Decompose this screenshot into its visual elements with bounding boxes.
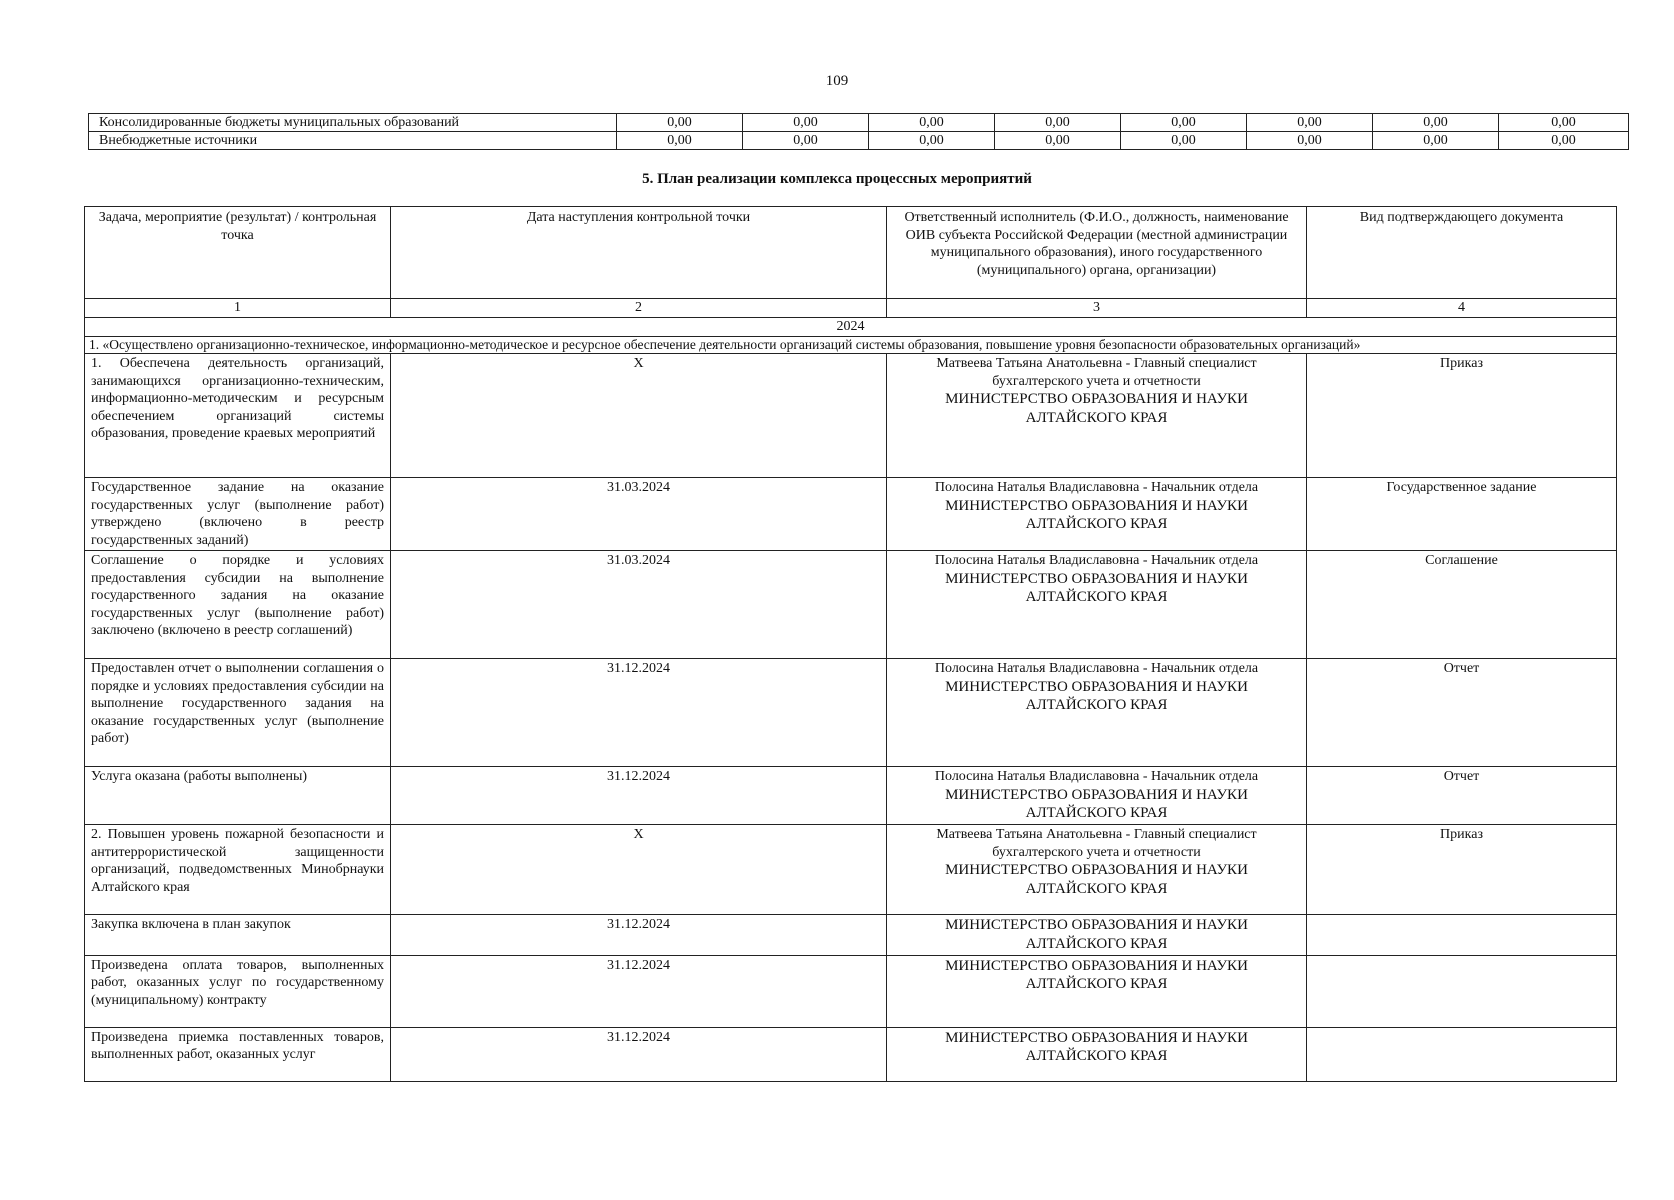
column-number: 2 — [391, 299, 887, 318]
budget-value: 0,00 — [743, 132, 869, 150]
table-row — [85, 825, 1617, 915]
task-cell: Соглашение о порядке и условиях предоставления субсидии на выполнение государственного задания на оказание государственных услуг (выполнение работ) заключено (включено в реестр соглашений) — [85, 551, 391, 659]
executor-org: МИНИСТЕРСТВО ОБРАЗОВАНИЯ И НАУКИ АЛТАЙСКОГО КРАЯ — [945, 497, 1248, 533]
task-header: 1. «Осуществлено организационно-техническое, информационно-методическое и ресурсное обеспечение деятельности организаций системы образования, повышение уровня безопасности образовательных организаций» — [85, 337, 1617, 354]
column-number: 1 — [85, 299, 391, 318]
budget-value: 0,00 — [869, 114, 995, 132]
table-row — [85, 955, 1617, 1027]
task-cell: 1. Обеспечена деятельность организаций, занимающихся организационно-техническим, информационно-методическим и ресурсным обеспечением организаций системы образования, проведение краевых мероприятий — [85, 354, 391, 478]
executor-org: МИНИСТЕРСТВО ОБРАЗОВАНИЯ И НАУКИ АЛТАЙСКОГО КРАЯ — [945, 957, 1248, 993]
task-cell: Произведена оплата товаров, выполненных работ, оказанных услуг по государственному (муниципальному) контракту — [85, 955, 391, 1027]
document-cell — [1307, 1027, 1617, 1081]
document-cell: Приказ — [1307, 354, 1617, 478]
table-row — [85, 354, 1617, 478]
executor-name: Полосина Наталья Владиславовна - Начальник отдела — [934, 480, 1259, 495]
executor-cell — [887, 825, 1307, 915]
executor-org: МИНИСТЕРСТВО ОБРАЗОВАНИЯ И НАУКИ АЛТАЙСКОГО КРАЯ — [945, 786, 1248, 822]
budget-value: 0,00 — [995, 114, 1121, 132]
budget-row — [89, 114, 1629, 132]
executor-cell — [887, 551, 1307, 659]
document-cell — [1307, 915, 1617, 956]
executor-cell — [887, 659, 1307, 767]
document-cell: Приказ — [1307, 825, 1617, 915]
budget-value: 0,00 — [869, 132, 995, 150]
table-row — [85, 915, 1617, 956]
date-cell: X — [391, 825, 887, 915]
executor-org: МИНИСТЕРСТВО ОБРАЗОВАНИЯ И НАУКИ АЛТАЙСКОГО КРАЯ — [945, 678, 1248, 714]
task-cell: 2. Повышен уровень пожарной безопасности и антитеррористической защищенности организаций, подведомственных Минобрнауки Алтайского края — [85, 825, 391, 915]
executor-cell — [887, 915, 1307, 956]
executor-cell — [887, 767, 1307, 825]
budget-value: 0,00 — [617, 132, 743, 150]
executor-org: МИНИСТЕРСТВО ОБРАЗОВАНИЯ И НАУКИ АЛТАЙСКОГО КРАЯ — [945, 570, 1248, 606]
budget-value: 0,00 — [1121, 132, 1247, 150]
executor-name: Полосина Наталья Владиславовна - Начальник отдела — [934, 661, 1259, 676]
executor-cell — [887, 478, 1307, 551]
document-cell — [1307, 955, 1617, 1027]
header-executor: Ответственный исполнитель (Ф.И.О., должность, наименование ОИВ субъекта Российской Федерации (местной администрации муниципального образования), иного государственного (муниципального) органа, организации) — [887, 207, 1307, 299]
task-cell: Государственное задание на оказание государственных услуг (выполнение работ) утверждено (включено в реестр государственных заданий) — [85, 478, 391, 551]
document-cell: Отчет — [1307, 659, 1617, 767]
year-label: 2024 — [85, 318, 1617, 337]
plan-header-row — [85, 207, 1617, 299]
budget-value: 0,00 — [1373, 114, 1499, 132]
budget-value: 0,00 — [617, 114, 743, 132]
task-header-row — [85, 337, 1617, 354]
budget-value: 0,00 — [995, 132, 1121, 150]
executor-org: МИНИСТЕРСТВО ОБРАЗОВАНИЯ И НАУКИ АЛТАЙСКОГО КРАЯ — [945, 917, 1248, 952]
executor-name: Матвеева Татьяна Анатольевна - Главный специалист бухгалтерского учета и отчетности — [936, 827, 1257, 860]
header-document: Вид подтверждающего документа — [1307, 207, 1617, 299]
column-number: 3 — [887, 299, 1307, 318]
section-title: 5. План реализации комплекса процессных мероприятий — [642, 171, 1032, 187]
task-cell: Предоставлен отчет о выполнении соглашения о порядке и условиях предоставления субсидии на выполнение государственного задания на оказание государственных услуг (выполнение работ) — [85, 659, 391, 767]
plan-table — [84, 206, 1617, 1082]
date-cell: 31.12.2024 — [391, 659, 887, 767]
header-task: Задача, мероприятие (результат) / контрольная точка — [85, 207, 391, 299]
document-cell: Отчет — [1307, 767, 1617, 825]
date-cell: 31.12.2024 — [391, 767, 887, 825]
executor-cell — [887, 955, 1307, 1027]
year-row — [85, 318, 1617, 337]
executor-org: МИНИСТЕРСТВО ОБРАЗОВАНИЯ И НАУКИ АЛТАЙСКОГО КРАЯ — [945, 1029, 1248, 1065]
table-row — [85, 659, 1617, 767]
document-cell: Соглашение — [1307, 551, 1617, 659]
budget-table — [88, 113, 1629, 150]
budget-value: 0,00 — [1247, 114, 1373, 132]
executor-name: Матвеева Татьяна Анатольевна - Главный специалист бухгалтерского учета и отчетности — [936, 356, 1257, 389]
budget-value: 0,00 — [1373, 132, 1499, 150]
column-number: 4 — [1307, 299, 1617, 318]
date-cell: 31.12.2024 — [391, 915, 887, 956]
budget-value: 0,00 — [743, 114, 869, 132]
executor-name: Полосина Наталья Владиславовна - Начальник отдела — [934, 769, 1259, 784]
task-cell: Произведена приемка поставленных товаров, выполненных работ, оказанных услуг — [85, 1027, 391, 1081]
executor-cell — [887, 354, 1307, 478]
table-row — [85, 478, 1617, 551]
header-date: Дата наступления контрольной точки — [391, 207, 887, 299]
date-cell: X — [391, 354, 887, 478]
date-cell: 31.03.2024 — [391, 478, 887, 551]
budget-value: 0,00 — [1499, 114, 1629, 132]
budget-row-label: Консолидированные бюджеты муниципальных образований — [89, 114, 617, 132]
budget-value: 0,00 — [1499, 132, 1629, 150]
executor-name: Полосина Наталья Владиславовна - Начальник отдела — [934, 553, 1259, 568]
executor-cell — [887, 1027, 1307, 1081]
budget-row-label: Внебюджетные источники — [89, 132, 617, 150]
executor-org: МИНИСТЕРСТВО ОБРАЗОВАНИЯ И НАУКИ АЛТАЙСКОГО КРАЯ — [945, 391, 1248, 426]
task-cell: Закупка включена в план закупок — [85, 915, 391, 956]
date-cell: 31.03.2024 — [391, 551, 887, 659]
table-row — [85, 767, 1617, 825]
table-row — [85, 551, 1617, 659]
date-cell: 31.12.2024 — [391, 955, 887, 1027]
column-number-row — [85, 299, 1617, 318]
document-cell: Государственное задание — [1307, 478, 1617, 551]
budget-row — [89, 132, 1629, 150]
page-number: 109 — [825, 73, 849, 89]
task-cell: Услуга оказана (работы выполнены) — [85, 767, 391, 825]
table-row — [85, 1027, 1617, 1081]
budget-value: 0,00 — [1247, 132, 1373, 150]
date-cell: 31.12.2024 — [391, 1027, 887, 1081]
executor-org: МИНИСТЕРСТВО ОБРАЗОВАНИЯ И НАУКИ АЛТАЙСКОГО КРАЯ — [945, 862, 1248, 897]
budget-value: 0,00 — [1121, 114, 1247, 132]
